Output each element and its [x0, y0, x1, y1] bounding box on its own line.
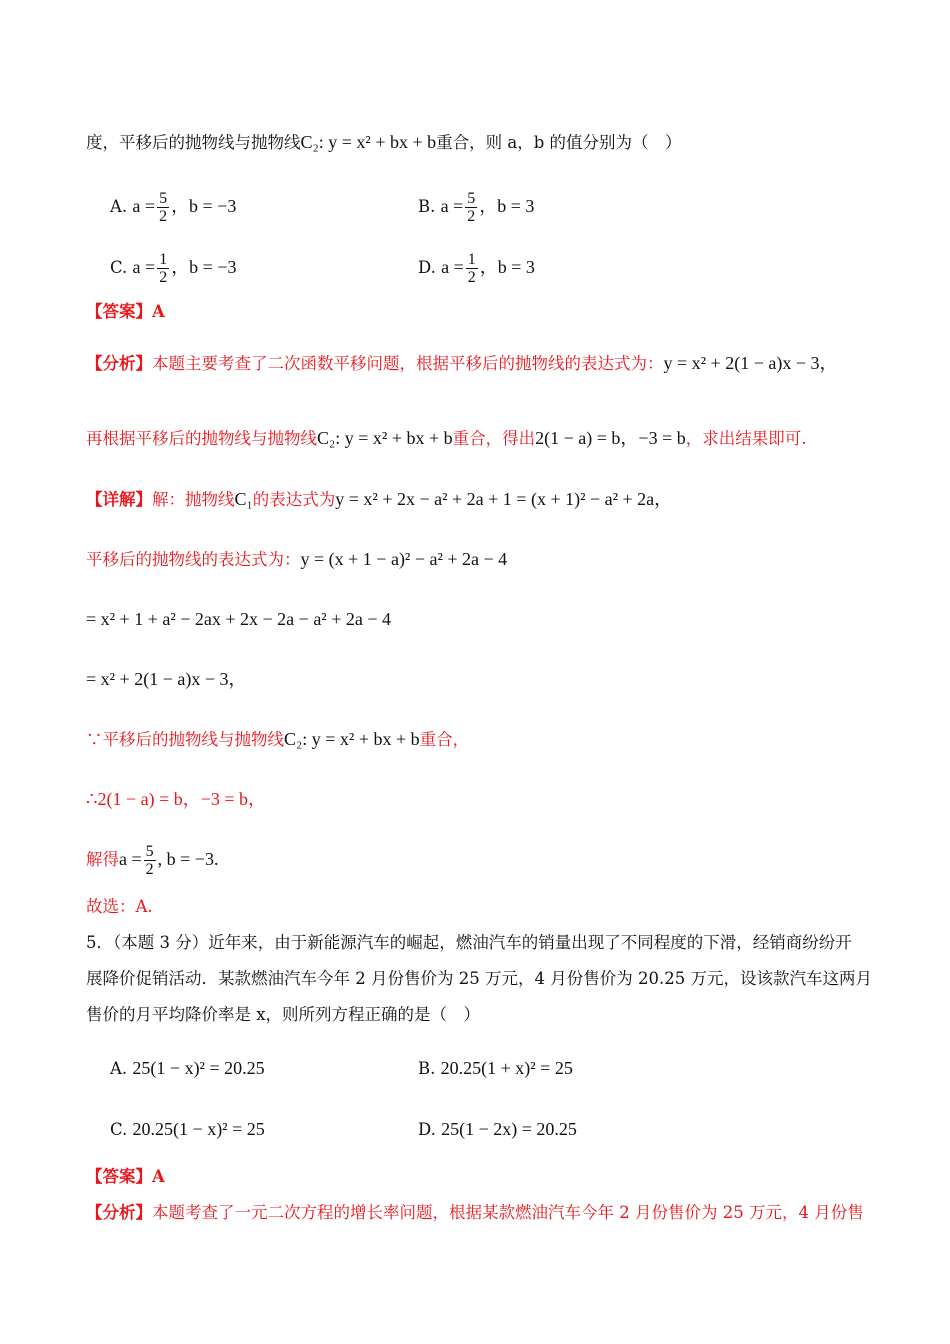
q4-detail-line-4: = x² + 2(1 − a)x − 3， [86, 669, 247, 689]
q4-detail-line-7: 解得a = $\frac{5}{2}$ , b = −3. [86, 843, 219, 878]
fraction: $\frac{1}{2}$ [159, 251, 168, 286]
fraction: $\frac{5}{2}$ [467, 190, 476, 225]
q4-stem-tail: 度，平移后的抛物线与抛物线C₂: y = x² + bx + b重合，则 a，b 的值分别为（ ） [86, 132, 682, 152]
q5-option-d: D. 25(1 − 2x) = 20.25 [418, 1119, 577, 1139]
q4-detail-line-2: 平移后的抛物线的表达式为：y = (x + 1 − a)² − a² + 2a − 4 [86, 549, 508, 569]
q4-detail-line-1: 【详解】解：抛物线C₁的表达式为y = x² + 2x − a² + 2a + 1 = (x + 1)² − a² + 2a， [86, 489, 673, 509]
q5-option-b: B. 20.25(1 + x)² = 25 [418, 1058, 573, 1078]
fraction: $\frac{1}{2}$ [467, 251, 476, 286]
q4-analysis-line-1: 【分析】本题主要考查了二次函数平移问题，根据平移后的抛物线的表达式为：y = x² + 2(1 − a)x − 3， [86, 353, 838, 373]
q5-analysis: 【分析】本题考查了一元二次方程的增长率问题，根据某款燃油汽车今年 2 月份售价为 25 万元，4 月份售 [86, 1203, 864, 1222]
q5-stem-line-2: 展降价促销活动．某款燃油汽车今年 2 月份售价为 25 万元，4 月份售价为 20.25 万元，设该款汽车这两月 [86, 969, 872, 988]
q4-option-c: C. a = $\frac{1}{2}$ ，b = −3 [110, 251, 237, 286]
fraction: $\frac{5}{2}$ [145, 843, 154, 878]
q4-conclusion: 故选：A. [86, 897, 153, 916]
q4-option-a: A. a = $\frac{5}{2}$ ，b = −3 [110, 190, 237, 225]
q5-stem-line-3: 售价的月平均降价率是 x，则所列方程正确的是（ ） [86, 1005, 481, 1024]
q4-detail-line-6: ∴2(1 − a) = b，−3 = b， [86, 789, 267, 809]
q5-stem-line-1: 5．（本题 3 分）近年来，由于新能源汽车的崛起，燃油汽车的销量出现了不同程度的下滑，经销商纷纷开 [86, 933, 852, 952]
q4-option-b: B. a = $\frac{5}{2}$ ，b = 3 [418, 190, 535, 225]
q4-option-d: D. a = $\frac{1}{2}$ ，b = 3 [418, 251, 535, 286]
q4-detail-line-3: = x² + 1 + a² − 2ax + 2x − 2a − a² + 2a − 4 [86, 609, 391, 629]
q4-stem-equation: C₂: y = x² + bx + b [300, 132, 437, 152]
q5-answer: 【答案】A [86, 1167, 165, 1186]
q5-option-a: A. 25(1 − x)² = 20.25 [110, 1058, 265, 1078]
q4-detail-line-5: ∵平移后的抛物线与抛物线C₂: y = x² + bx + b重合， [86, 729, 470, 749]
q4-analysis-line-2: 再根据平移后的抛物线与抛物线C₂: y = x² + bx + b重合，得出2(1 − a) = b，−3 = b，求出结果即可. [86, 428, 807, 448]
q4-answer: 【答案】A [86, 302, 165, 321]
fraction: $\frac{5}{2}$ [159, 190, 168, 225]
q5-option-c: C. 20.25(1 − x)² = 25 [110, 1119, 265, 1139]
